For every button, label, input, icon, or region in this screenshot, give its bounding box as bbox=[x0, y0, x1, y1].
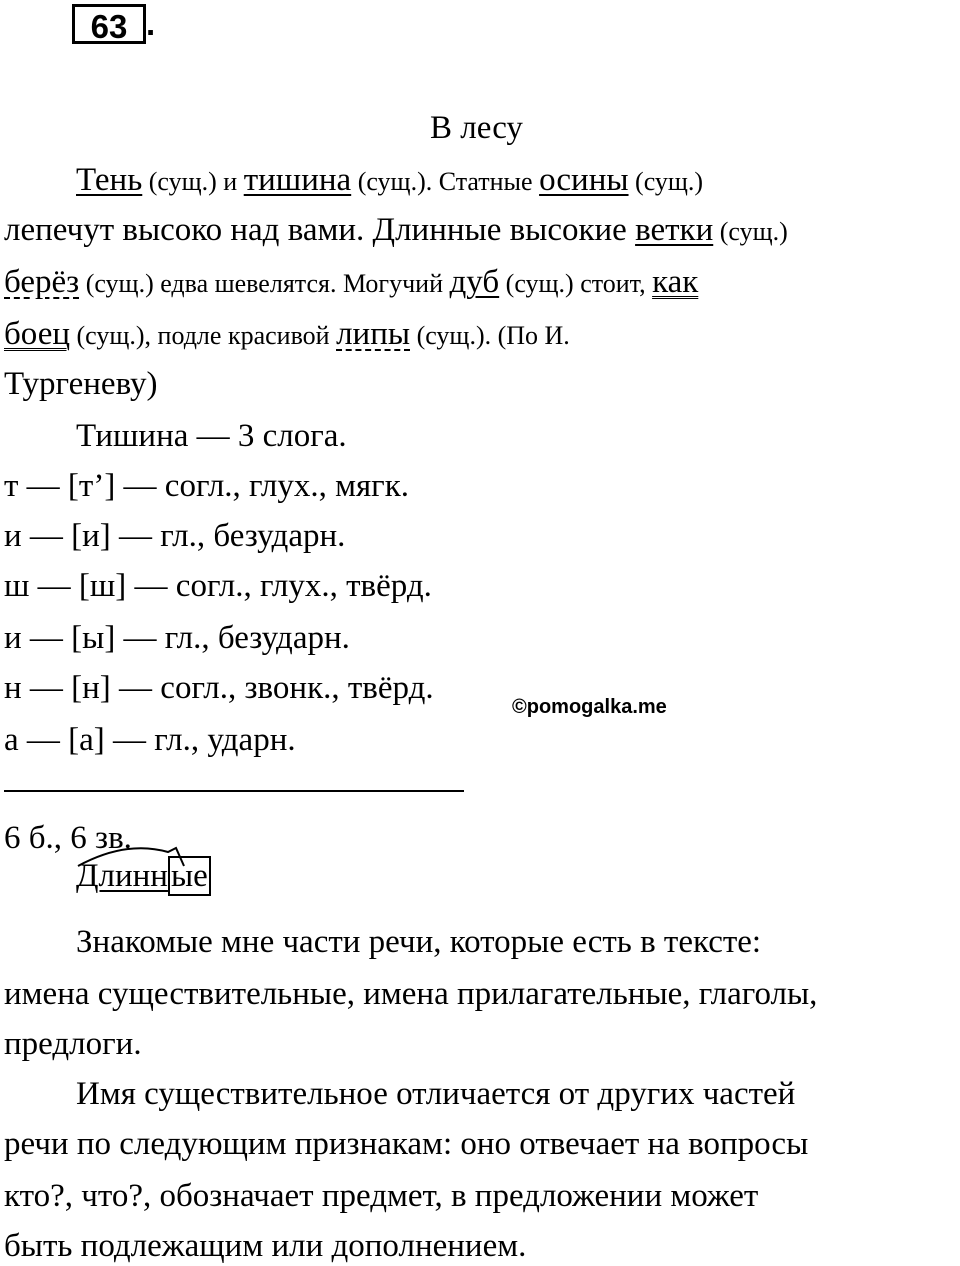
text-line-1 bbox=[76, 160, 703, 202]
watermark: ©pomogalka.me bbox=[512, 696, 667, 718]
exercise-number: 63 bbox=[72, 4, 146, 44]
word-tishina: тишина bbox=[243, 162, 352, 198]
text-line-2 bbox=[4, 210, 788, 252]
text-line-5: Тургеневу) bbox=[4, 366, 158, 402]
word-beryoz: берёз bbox=[4, 264, 80, 300]
text-line-3 bbox=[4, 262, 698, 304]
pos-label: (сущ.). (По И. bbox=[410, 321, 570, 350]
phonetic-line: ш — [ш] — согл., глух., твёрд. bbox=[4, 568, 432, 604]
morph-root: Длинн bbox=[76, 858, 168, 894]
pos-label: (сущ.) едва шевелятся. Могучий bbox=[79, 269, 450, 298]
phonetic-line: т — [т’] — согл., глух., мягк. bbox=[4, 468, 409, 504]
phonetic-line: и — [и] — гл., безударн. bbox=[4, 518, 346, 554]
word-dub: дуб bbox=[449, 264, 500, 300]
root-arc-icon bbox=[76, 846, 186, 868]
word-lipy: липы bbox=[336, 316, 411, 352]
paragraph-2-line: речи по следующим признакам: оно отвечает на вопросы bbox=[4, 1126, 809, 1162]
word-ten: Тень bbox=[76, 162, 143, 198]
paragraph-1-line: Знакомые мне части речи, которые есть в тексте: bbox=[76, 924, 762, 960]
phonetic-line: и — [ы] — гл., безударн. bbox=[4, 620, 350, 656]
divider bbox=[4, 790, 464, 792]
word-boets: боец bbox=[4, 316, 70, 352]
pos-label: (сущ.) bbox=[713, 217, 788, 246]
pos-label: (сущ.) и bbox=[142, 167, 244, 196]
letter-sound-count: 6 б., 6 зв. bbox=[4, 820, 132, 856]
paragraph-1-line: имена существительные, имена прилагательные, глаголы, bbox=[4, 976, 818, 1012]
word-kak: как bbox=[652, 264, 699, 300]
pos-label: (сущ.), подле красивой bbox=[70, 321, 337, 350]
word-vetki: ветки bbox=[635, 212, 714, 248]
phonetic-line: н — [н] — согл., звонк., твёрд. bbox=[4, 670, 434, 706]
paragraph-2-line: Имя существительное отличается от других частей bbox=[76, 1076, 796, 1112]
pos-label: (сущ.). Статные bbox=[351, 167, 540, 196]
exercise-number-dot: . bbox=[146, 5, 156, 42]
pos-label: (сущ.) bbox=[628, 167, 704, 196]
syllable-count: Тишина — 3 слога. bbox=[76, 418, 347, 454]
phonetic-line: а — [а] — гл., ударн. bbox=[4, 722, 296, 758]
pos-label: (сущ.) стоит, bbox=[499, 269, 653, 298]
text-line-4 bbox=[4, 314, 570, 356]
paragraph-1-line: предлоги. bbox=[4, 1026, 142, 1062]
text-segment: лепечут высоко над вами. Длинные высокие bbox=[4, 212, 636, 248]
paragraph-2-line: кто?, что?, обозначает предмет, в предложении может bbox=[4, 1178, 759, 1214]
paragraph-2-line: быть подлежащим или дополнением. bbox=[4, 1228, 527, 1264]
morph-ending: ые bbox=[168, 856, 211, 896]
text-title: В лесу bbox=[430, 110, 523, 146]
morpheme-word bbox=[76, 856, 211, 896]
word-osiny: осины bbox=[539, 162, 629, 198]
